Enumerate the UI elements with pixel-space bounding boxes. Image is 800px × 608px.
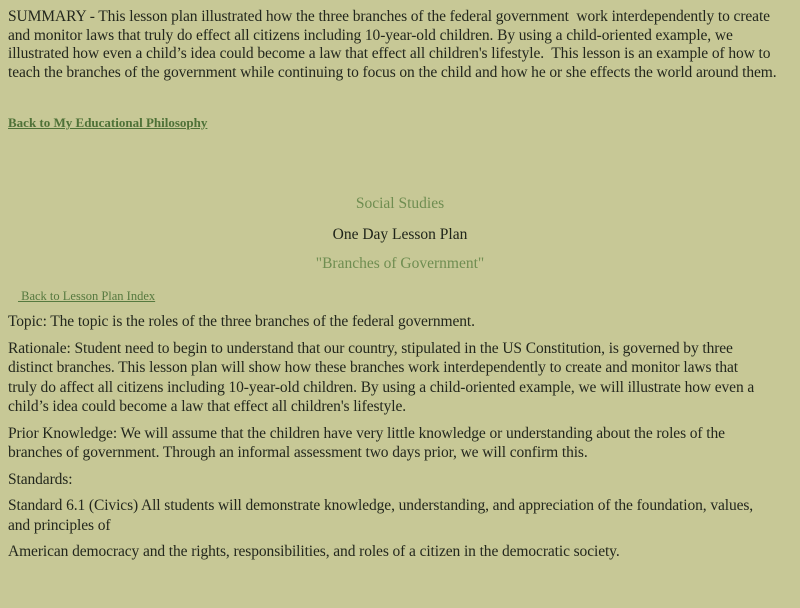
prior-knowledge-paragraph: Prior Knowledge: We will assume that the children have very little knowledge or understanding about the roles of the branches of government. Through an informal assessment two days prior, we will confirm this. (8, 424, 725, 461)
lesson-plan-page (0, 8, 800, 608)
back-to-index-link[interactable]: Back to Lesson Plan Index (18, 289, 156, 303)
summary-paragraph: SUMMARY - This lesson plan illustrated how the three branches of the federal government work interdependently to create and monitor laws that truly do effect all citizens including 10-year-old children. By using a child-oriented example, we illustrated how even a child’s idea could become a law that effect all children's lifestyle. This lesson is an example of how to teach the branches of the government while continuing to focus on the child and how he or she effects the world around them. (8, 8, 777, 81)
subject-heading: Social Studies (355, 195, 445, 212)
standard-6-1-paragraph: Standard 6.1 (Civics) All students will demonstrate knowledge, understanding, and appreciation of the foundation, values, and principles of (8, 497, 754, 534)
standard-6-1-continued-paragraph: American democracy and the rights, responsibilities, and roles of a citizen in the democratic society. (8, 543, 620, 560)
philosophy-link-row (8, 114, 792, 129)
lesson-plan-title: One Day Lesson Plan (332, 226, 468, 243)
index-link-row (8, 287, 792, 301)
standards-label: Standards: (8, 470, 73, 488)
topic-paragraph: Topic: The topic is the roles of the three branches of the federal government. (8, 313, 475, 330)
rationale-paragraph: Rationale: Student need to begin to understand that our country, stipulated in the US Constitution, is governed by three distinct branches. This lesson plan will show how these branches work interdependently to create and monitor laws that truly do affect all citizens including 10-year-old children. By using a child-oriented example, we will illustrate how even a child’s idea could become a law that effect all children's lifestyle. (8, 339, 755, 415)
back-to-philosophy-link[interactable]: Back to My Educational Philosophy (8, 115, 208, 130)
lesson-name-heading: "Branches of Government" (315, 255, 485, 272)
